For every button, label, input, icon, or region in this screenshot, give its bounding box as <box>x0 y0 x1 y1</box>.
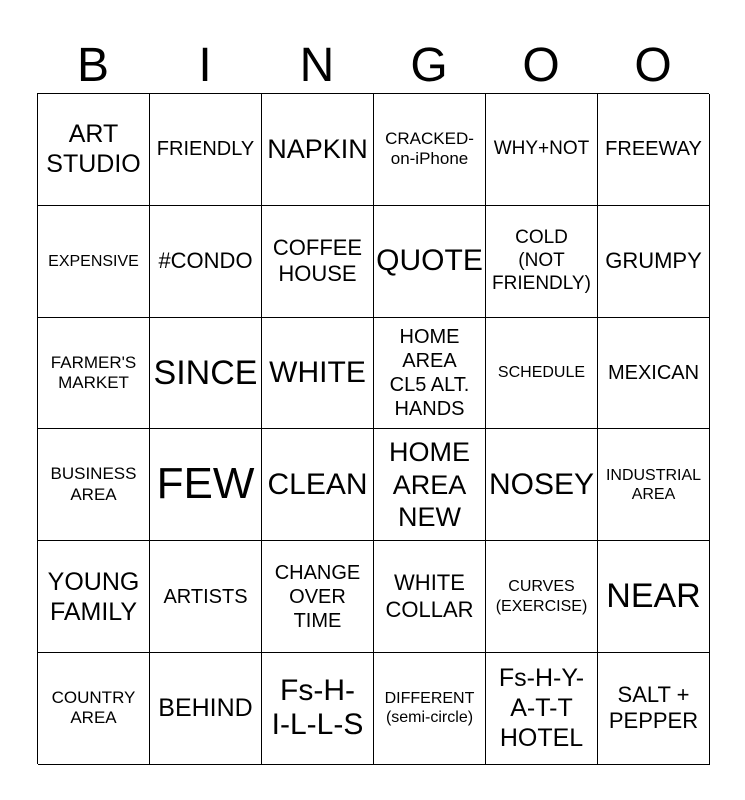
bingo-cell[interactable] <box>486 541 598 653</box>
cell-text: INDUSTRIAL AREA <box>605 466 702 503</box>
bingo-cell[interactable] <box>262 541 374 653</box>
bingo-cell[interactable] <box>486 318 598 430</box>
cell-text: NOSEY <box>488 467 595 501</box>
cell-text: NAPKIN <box>267 134 368 165</box>
cell-text: COLD (NOT FRIENDLY) <box>492 227 591 294</box>
bingo-cell[interactable] <box>374 429 486 541</box>
bingo-cell[interactable] <box>374 541 486 653</box>
cell-text: SCHEDULE <box>497 364 586 382</box>
bingo-cell[interactable] <box>150 429 262 541</box>
cell-text: DIFFERENT (semi-circle) <box>384 690 475 727</box>
header-letter-o-2: O <box>634 39 672 92</box>
cell-text: Fs-H-Y- A-T-T HOTEL <box>498 664 585 753</box>
cell-text: SINCE <box>153 353 258 392</box>
bingo-cell[interactable] <box>598 429 710 541</box>
bingo-cell[interactable] <box>374 94 486 206</box>
cell-text: ART STUDIO <box>46 120 141 179</box>
cell-text: WHITE COLLAR <box>385 570 474 622</box>
bingo-cell[interactable] <box>38 318 150 430</box>
bingo-cell[interactable] <box>598 653 710 765</box>
bingo-cell[interactable] <box>150 206 262 318</box>
header-letter-b: B <box>76 39 109 92</box>
cell-text: COFFEE HOUSE <box>272 234 363 287</box>
cell-text: Fs-H- I-L-L-S <box>271 673 364 742</box>
cell-text: GRUMPY <box>605 248 702 273</box>
bingo-cell[interactable] <box>150 318 262 430</box>
header-letter-i: I <box>198 39 212 92</box>
cell-text: #CONDO <box>158 248 253 273</box>
cell-text: FREEWAY <box>605 138 702 161</box>
bingo-cell[interactable] <box>38 541 150 653</box>
bingo-cell[interactable] <box>150 653 262 765</box>
cell-text: WHITE <box>269 355 366 389</box>
bingo-cell[interactable] <box>598 206 710 318</box>
bingo-cell[interactable] <box>262 206 374 318</box>
bingo-cell[interactable] <box>262 94 374 206</box>
bingo-header <box>37 38 709 93</box>
bingo-cell[interactable] <box>38 429 150 541</box>
bingo-cell[interactable] <box>262 429 374 541</box>
bingo-cell[interactable] <box>486 206 598 318</box>
cell-text: EXPENSIVE <box>48 252 139 270</box>
bingo-cell[interactable] <box>486 94 598 206</box>
bingo-cell[interactable] <box>486 653 598 765</box>
bingo-cell[interactable] <box>150 541 262 653</box>
cell-text: MEXICAN <box>607 361 700 384</box>
bingo-cell[interactable] <box>598 94 710 206</box>
cell-text: CHANGE OVER TIME <box>274 561 361 632</box>
bingo-cell[interactable] <box>374 653 486 765</box>
cell-text: CURVES (EXERCISE) <box>495 578 588 615</box>
bingo-grid <box>37 93 709 764</box>
bingo-cell[interactable] <box>598 541 710 653</box>
bingo-cell[interactable] <box>38 94 150 206</box>
header-letter-o: O <box>522 39 560 92</box>
cell-text: FARMER'S MARKET <box>50 352 137 392</box>
bingo-cell[interactable] <box>598 318 710 430</box>
cell-text: BUSINESS AREA <box>50 464 137 504</box>
header-letter-g: G <box>410 39 448 92</box>
cell-text: COUNTRY AREA <box>51 687 136 728</box>
cell-text: CLEAN <box>267 467 368 501</box>
cell-text: WHY+NOT <box>493 138 590 159</box>
cell-text: QUOTE <box>376 243 483 277</box>
cell-text: SALT + PEPPER <box>608 681 699 734</box>
header-letter-n: N <box>299 39 335 92</box>
bingo-cell[interactable] <box>374 318 486 430</box>
bingo-cell[interactable] <box>38 206 150 318</box>
cell-text: YOUNG FAMILY <box>47 567 140 626</box>
cell-text: NEAR <box>606 577 701 616</box>
cell-text: HOME AREA CL5 ALT. HANDS <box>389 325 470 420</box>
cell-text: FRIENDLY <box>156 138 255 161</box>
bingo-cell[interactable] <box>486 429 598 541</box>
bingo-cell[interactable] <box>262 653 374 765</box>
bingo-cell[interactable] <box>150 94 262 206</box>
cell-text: FEW <box>156 459 255 509</box>
bingo-cell[interactable] <box>262 318 374 430</box>
cell-text: BEHIND <box>158 694 253 723</box>
cell-text: ARTISTS <box>163 585 248 608</box>
cell-text: HOME AREA NEW <box>389 437 470 532</box>
bingo-cell[interactable] <box>374 206 486 318</box>
bingo-cell[interactable] <box>38 653 150 765</box>
cell-text: CRACKED- on-iPhone <box>385 129 474 169</box>
